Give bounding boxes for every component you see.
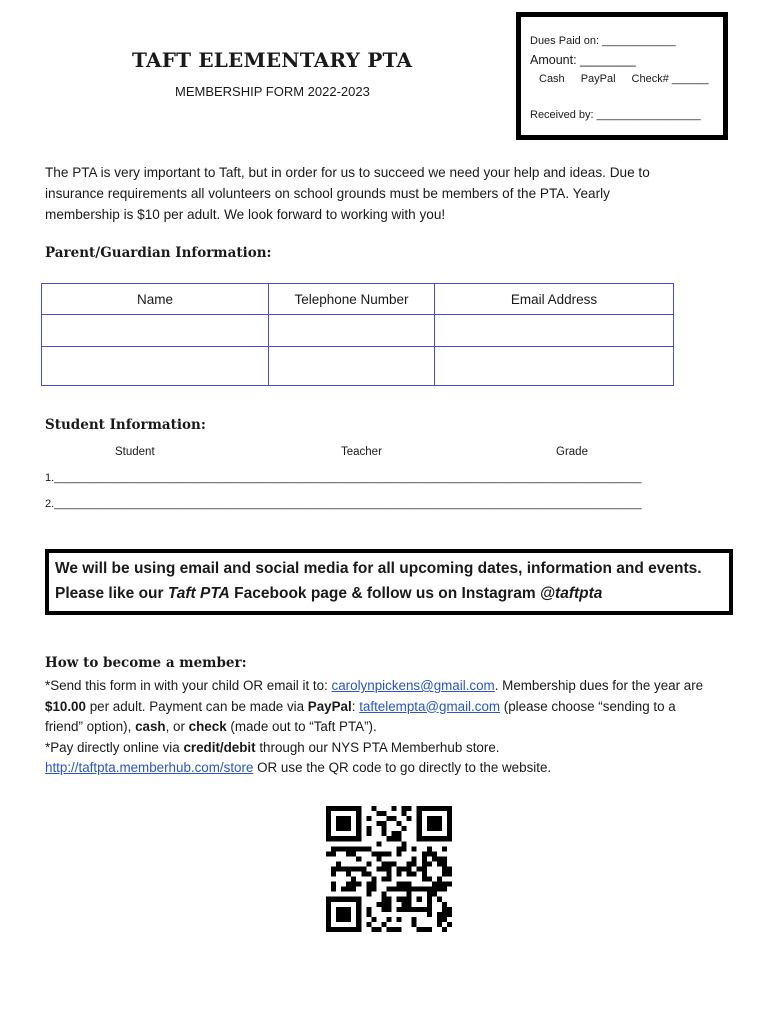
col-name: Name (42, 284, 269, 315)
student-line-2[interactable]: 2.________________________________________________________________________________________________ (45, 498, 642, 510)
text: through our NYS PTA Memberhub store. (255, 739, 500, 755)
qr-code-icon[interactable] (326, 805, 452, 933)
text: *Send this form in with your child OR email it to: (45, 678, 332, 693)
amount-field: Amount: ________ (530, 53, 636, 67)
dues-paid-field: Dues Paid on: ____________ (530, 35, 676, 47)
text: : (351, 698, 360, 714)
student-info-heading: Student Information: (45, 417, 206, 433)
name-cell-2[interactable] (42, 347, 269, 386)
table-row (42, 315, 674, 347)
how-to-heading: How to become a member: (45, 655, 247, 671)
telephone-cell-1[interactable] (269, 315, 435, 347)
payment-methods (539, 73, 709, 85)
instagram-handle: @taftpta (539, 585, 603, 602)
memberhub-link[interactable]: http://taftpta.memberhub.com/store (45, 760, 254, 775)
teacher-col-label: Teacher (341, 446, 382, 458)
col-email: Email Address (435, 284, 674, 315)
method-cash: Cash (539, 73, 565, 85)
how-to-paragraph-2 (45, 738, 705, 779)
form-subtitle: MEMBERSHIP FORM 2022-2023 (175, 84, 370, 99)
email-link[interactable]: carolynpickens@gmail.com (331, 678, 495, 693)
check-label: check (188, 719, 227, 734)
callout-text: Please like our (55, 585, 168, 602)
parent-info-heading: Parent/Guardian Information: (45, 245, 272, 261)
text: *Pay directly online via (45, 739, 184, 755)
dues-amount: $10.00 (45, 698, 86, 714)
text: (please choose “sending to a friend” option), (45, 698, 676, 734)
text: (made out to “Taft PTA”). (226, 719, 377, 734)
name-cell-1[interactable] (42, 315, 269, 347)
table-row (42, 347, 674, 386)
cash-label: cash (135, 719, 166, 734)
parent-info-table (41, 283, 674, 386)
callout-line-2 (55, 585, 602, 603)
received-by-field: Received by: _________________ (530, 109, 701, 121)
email-cell-2[interactable] (435, 347, 674, 386)
student-line-1[interactable]: 1.________________________________________________________________________________________________ (45, 472, 642, 484)
intro-paragraph: The PTA is very important to Taft, but in order for us to succeed we need your help and ideas. Due to insurance requirements all volunteers on school grounds must be members of the PTA. Yearly membership is $10 per adult. We look forward to working with you! (45, 165, 650, 222)
social-media-callout (45, 549, 733, 615)
text: . Membership dues for the year are (494, 678, 704, 693)
student-col-label: Student (115, 446, 155, 458)
text: OR use the QR code to go directly to the website. (253, 760, 552, 775)
form-title: TAFT ELEMENTARY PTA (132, 48, 413, 72)
text: , or (165, 719, 189, 734)
col-telephone: Telephone Number (269, 284, 435, 315)
how-to-paragraph-1 (45, 676, 705, 738)
callout-text: Facebook page & follow us on Instagram (229, 585, 540, 602)
telephone-cell-2[interactable] (269, 347, 435, 386)
text: per adult. Payment can be made via (85, 698, 308, 714)
paypal-email-link[interactable]: taftelempta@gmail.com (359, 698, 501, 714)
credit-debit-label: credit/debit (183, 739, 256, 755)
grade-col-label: Grade (556, 446, 588, 458)
callout-line-1: We will be using email and social media for all upcoming dates, information and events. (55, 560, 702, 577)
paypal-label: PayPal (307, 698, 352, 714)
how-to-body (45, 676, 705, 779)
method-paypal: PayPal (580, 73, 616, 85)
facebook-page-name: Taft PTA (167, 585, 230, 602)
table-header-row (42, 284, 674, 315)
method-check: Check# ______ (631, 73, 709, 85)
office-use-box (516, 12, 728, 140)
email-cell-1[interactable] (435, 315, 674, 347)
